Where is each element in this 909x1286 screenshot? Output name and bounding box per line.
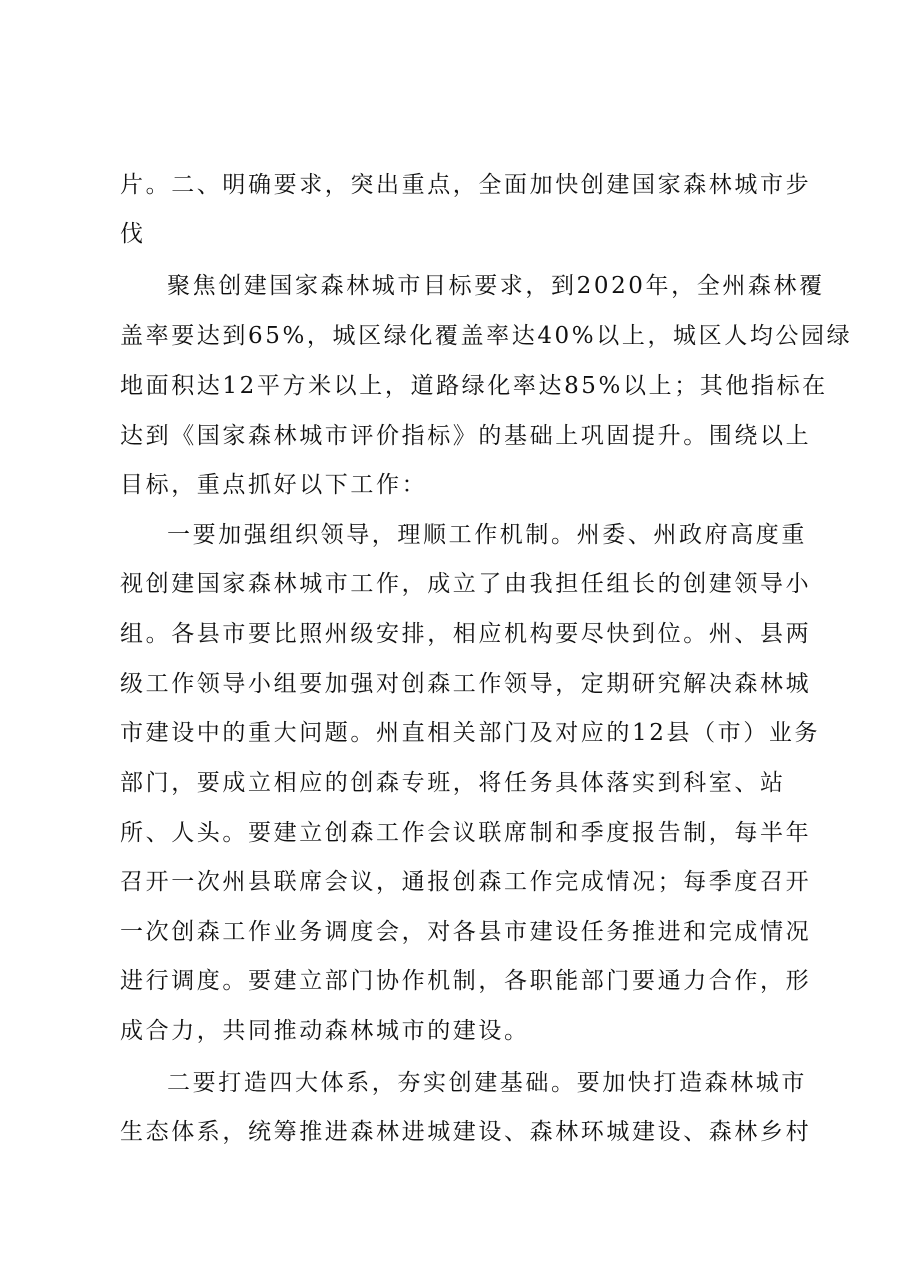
text-line: 生态体系，统筹推进森林进城建设、森林环城建设、森林乡村 (120, 1119, 812, 1145)
text-line: 一要加强组织领导，理顺工作机制。州委、州政府高度重 (167, 522, 807, 548)
text-line: 视创建国家森林城市工作，成立了由我担任组长的创建领导小 (120, 571, 812, 597)
text-line: 伐 (120, 221, 146, 247)
text-line: 成合力，共同推动森林城市的建设。 (120, 1018, 530, 1044)
text-line: 进行调度。要建立部门协作机制，各职能部门要通力合作，形 (120, 968, 812, 994)
text-line: 达到《国家森林城市评价指标》的基础上巩固提升。围绕以上 (120, 423, 812, 449)
text-line: 召开一次州县联席会议，通报创森工作完成情况；每季度召开 (120, 869, 812, 895)
text-line: 部门，要成立相应的创森专班，将任务具体落实到科室、站 (120, 770, 786, 796)
text-line: 所、人头。要建立创森工作会议联席制和季度报告制，每半年 (120, 820, 812, 846)
text-line: 级工作领导小组要加强对创森工作领导，定期研究解决森林城 (120, 671, 812, 697)
text-line: 市建设中的重大问题。州直相关部门及对应的12县（市）业务 (120, 720, 821, 746)
text-line: 聚焦创建国家森林城市目标要求，到2020年，全州森林覆 (167, 273, 825, 299)
text-line: 二要打造四大体系，夯实创建基础。要加快打造森林城市 (167, 1070, 807, 1096)
text-line: 盖率要达到65%，城区绿化覆盖率达40%以上，城区人均公园绿 (120, 323, 853, 349)
text-line: 片。二、明确要求，突出重点，全面加快创建国家森林城市步 (120, 172, 812, 198)
text-line: 组。各县市要比照州级安排，相应机构要尽快到位。州、县两 (120, 621, 812, 647)
text-line: 目标，重点抓好以下工作： (120, 472, 428, 498)
text-line: 地面积达12平方米以上，道路绿化率达85%以上；其他指标在 (120, 373, 828, 399)
text-line: 一次创森工作业务调度会，对各县市建设任务推进和完成情况 (120, 919, 812, 945)
